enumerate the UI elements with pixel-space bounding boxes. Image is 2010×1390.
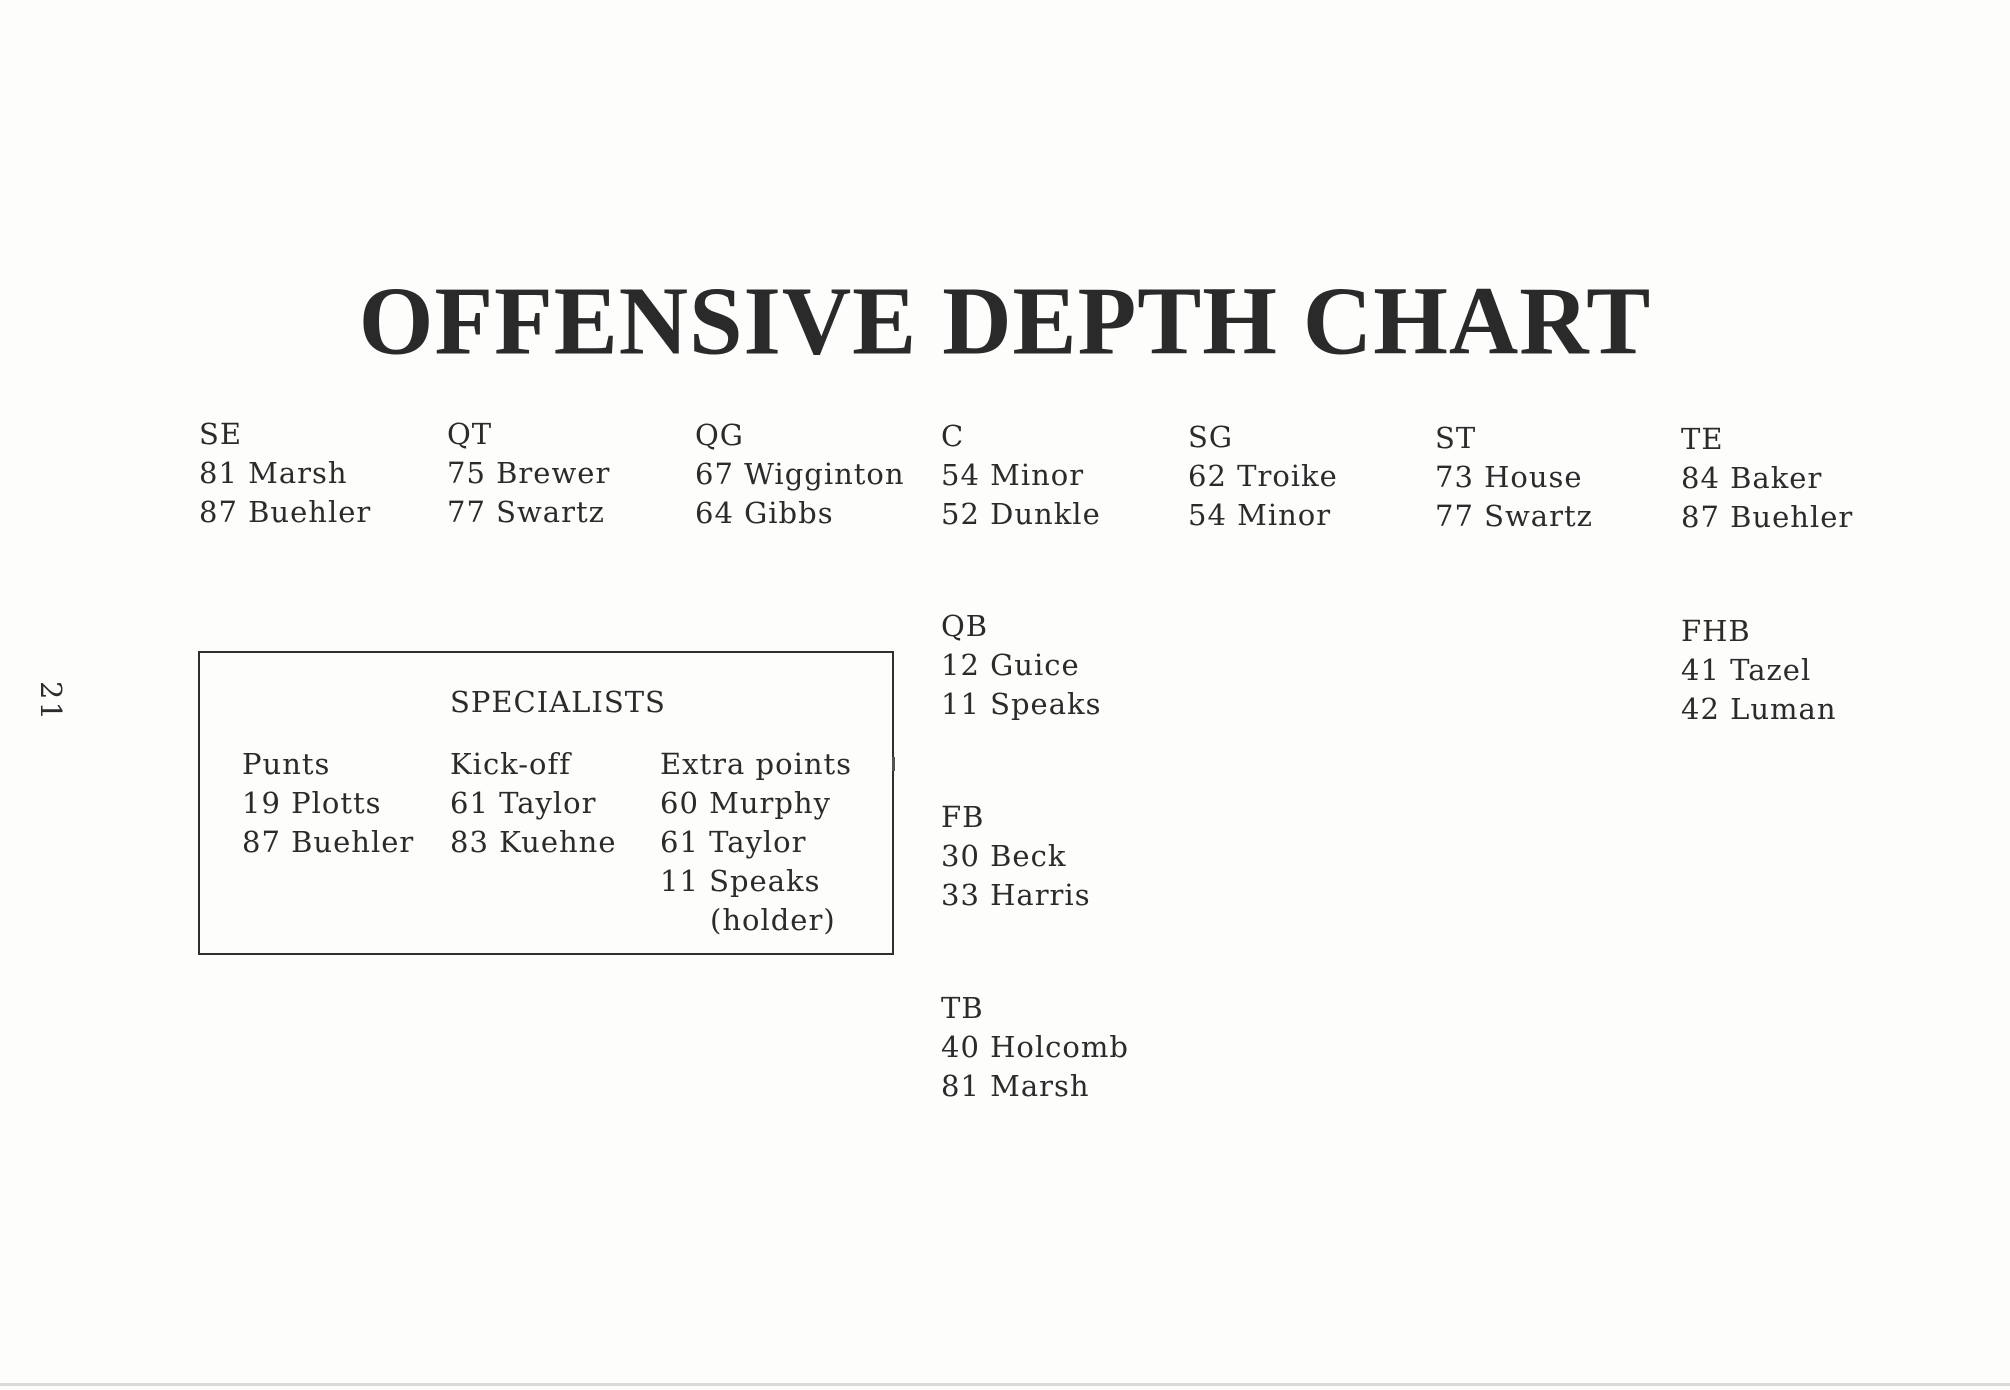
position-group-fb — [941, 798, 1091, 915]
player-entry: 61 Taylor — [660, 825, 807, 859]
specialists-column-kickoff — [450, 745, 617, 862]
column-label: Punts — [242, 747, 331, 781]
position-label: TB — [941, 991, 984, 1025]
specialists-column-punts — [242, 745, 414, 862]
position-group-qb — [941, 607, 1101, 724]
position-group-sg — [1188, 418, 1338, 535]
player-entry: 52 Dunkle — [941, 497, 1101, 531]
position-label: QB — [941, 609, 989, 643]
position-group-st — [1435, 419, 1593, 536]
page-edge — [0, 1383, 2010, 1386]
holder-note: (holder) — [710, 903, 836, 937]
position-label: SG — [1188, 420, 1234, 454]
player-entry: 83 Kuehne — [450, 825, 617, 859]
player-entry: 61 Taylor — [450, 786, 597, 820]
player-entry: 54 Minor — [941, 458, 1085, 492]
player-entry: 12 Guice — [941, 648, 1080, 682]
player-entry: 11 Speaks — [941, 687, 1102, 721]
position-group-qt — [447, 415, 610, 532]
page-number: 21 — [34, 681, 68, 722]
player-entry: 40 Holcomb — [941, 1030, 1129, 1064]
position-label: ST — [1435, 421, 1477, 455]
player-entry: 42 Luman — [1681, 692, 1837, 726]
player-entry: 41 Tazel — [1681, 653, 1812, 687]
position-label: FB — [941, 800, 985, 834]
position-label: QG — [695, 418, 744, 452]
specialists-heading: SPECIALISTS — [450, 685, 666, 719]
specialists-column-extra-points — [660, 745, 852, 940]
player-entry: 73 House — [1435, 460, 1583, 494]
player-entry: 11 Speaks — [660, 864, 821, 898]
specialists-box — [198, 651, 894, 955]
player-entry: 81 Marsh — [199, 456, 348, 490]
player-entry: 81 Marsh — [941, 1069, 1090, 1103]
player-entry: 87 Buehler — [242, 825, 415, 859]
player-entry: 60 Murphy — [660, 786, 831, 820]
player-entry: 75 Brewer — [447, 456, 611, 490]
position-group-c — [941, 417, 1101, 534]
player-entry: 77 Swartz — [447, 495, 605, 529]
position-group-se — [199, 415, 371, 532]
position-group-fhb — [1681, 612, 1837, 729]
column-label: Kick-off — [450, 747, 571, 781]
position-label: SE — [199, 417, 243, 451]
player-entry: 19 Plotts — [242, 786, 382, 820]
page-title: OFFENSIVE DEPTH CHART — [358, 265, 1652, 376]
player-entry: 33 Harris — [941, 878, 1091, 912]
print-mark — [892, 757, 895, 771]
position-label: C — [941, 419, 965, 453]
position-group-tb — [941, 989, 1129, 1106]
player-entry: 30 Beck — [941, 839, 1067, 873]
player-entry: 84 Baker — [1681, 461, 1823, 495]
player-entry: 87 Buehler — [1681, 500, 1854, 534]
column-label: Extra points — [660, 747, 853, 781]
position-group-qg — [695, 416, 905, 533]
player-entry: 54 Minor — [1188, 498, 1332, 532]
position-group-te — [1681, 420, 1853, 537]
player-entry: 87 Buehler — [199, 495, 372, 529]
position-label: QT — [447, 417, 493, 451]
position-label: FHB — [1681, 614, 1751, 648]
position-label: TE — [1681, 422, 1724, 456]
player-entry: 67 Wigginton — [695, 457, 905, 491]
player-entry: 62 Troike — [1188, 459, 1338, 493]
player-entry: 77 Swartz — [1435, 499, 1593, 533]
player-entry: 64 Gibbs — [695, 496, 834, 530]
